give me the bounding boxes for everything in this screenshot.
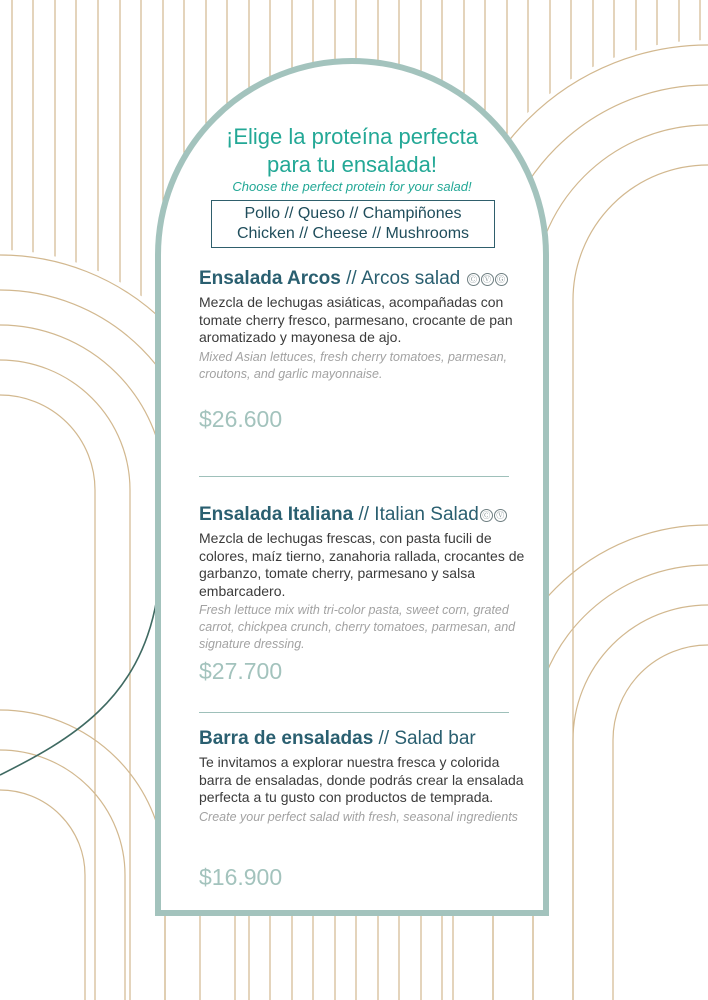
item-name-en: // Arcos salad	[340, 268, 461, 289]
divider	[199, 712, 509, 713]
dietary-icon: Ⓥ	[494, 509, 507, 522]
item-description-en: Create your perfect salad with fresh, seasonal ingredients	[199, 809, 518, 824]
page-title-line-1: ¡Elige la proteína perfecta	[226, 124, 478, 149]
item-name-en: // Salad bar	[373, 728, 476, 749]
item-title	[199, 504, 529, 526]
page-subtitle: Choose the perfect protein for your salad!	[232, 179, 472, 194]
item-description-en: Fresh lettuce mix with tri-color pasta, sweet corn, grated carrot, chickpea crunch, cherry tomatoes, parmesan, and signature dressing.	[199, 603, 516, 651]
dietary-icon: Ⓥ	[481, 273, 494, 286]
item-name-es: Ensalada Italiana	[199, 504, 354, 525]
dietary-icon: Ⓒ	[480, 509, 493, 522]
menu-item-italiana	[199, 504, 529, 653]
page-title-line-2: para tu ensalada!	[266, 152, 438, 177]
menu-item-salad-bar	[199, 728, 529, 826]
item-title	[199, 728, 529, 750]
item-name-es: Barra de ensaladas	[199, 728, 374, 749]
item-name-es: Ensalada Arcos	[199, 268, 341, 289]
item-name-en: // Italian Salad	[353, 504, 479, 525]
dietary-icon: Ⓖ	[495, 273, 508, 286]
item-description-es: Mezcla de lechugas frescas, con pasta fucili de colores, maíz tierno, zanahoria rallada, crocantes de garbanzo, tomate cherry, parmesano y salsa embarcadero.	[199, 530, 525, 599]
divider	[199, 476, 509, 477]
item-price: $26.600	[199, 406, 283, 432]
item-description-es: Mezcla de lechugas asiáticas, acompañadas con tomate cherry fresco, parmesano, crocante de pan aromatizado y mayonesa de ajo.	[199, 294, 513, 345]
protein-options-en: Chicken // Cheese // Mushrooms	[236, 225, 470, 242]
protein-options-box	[211, 200, 495, 248]
item-title	[199, 268, 529, 290]
item-price: $16.900	[199, 864, 283, 890]
dietary-icon: Ⓒ	[467, 273, 480, 286]
item-price: $27.700	[199, 658, 283, 684]
menu-item-arcos	[199, 268, 529, 383]
item-description-es: Te invitamos a explorar nuestra fresca y colorida barra de ensaladas, donde podrás crear la ensalada perfecta a tu gusto con productos de temprada.	[199, 754, 524, 805]
item-description-en: Mixed Asian lettuces, fresh cherry tomatoes, parmesan, croutons, and garlic mayonnaise.	[199, 349, 508, 381]
protein-options-es: Pollo // Queso // Champiñones	[244, 205, 462, 222]
menu-content	[155, 58, 549, 916]
